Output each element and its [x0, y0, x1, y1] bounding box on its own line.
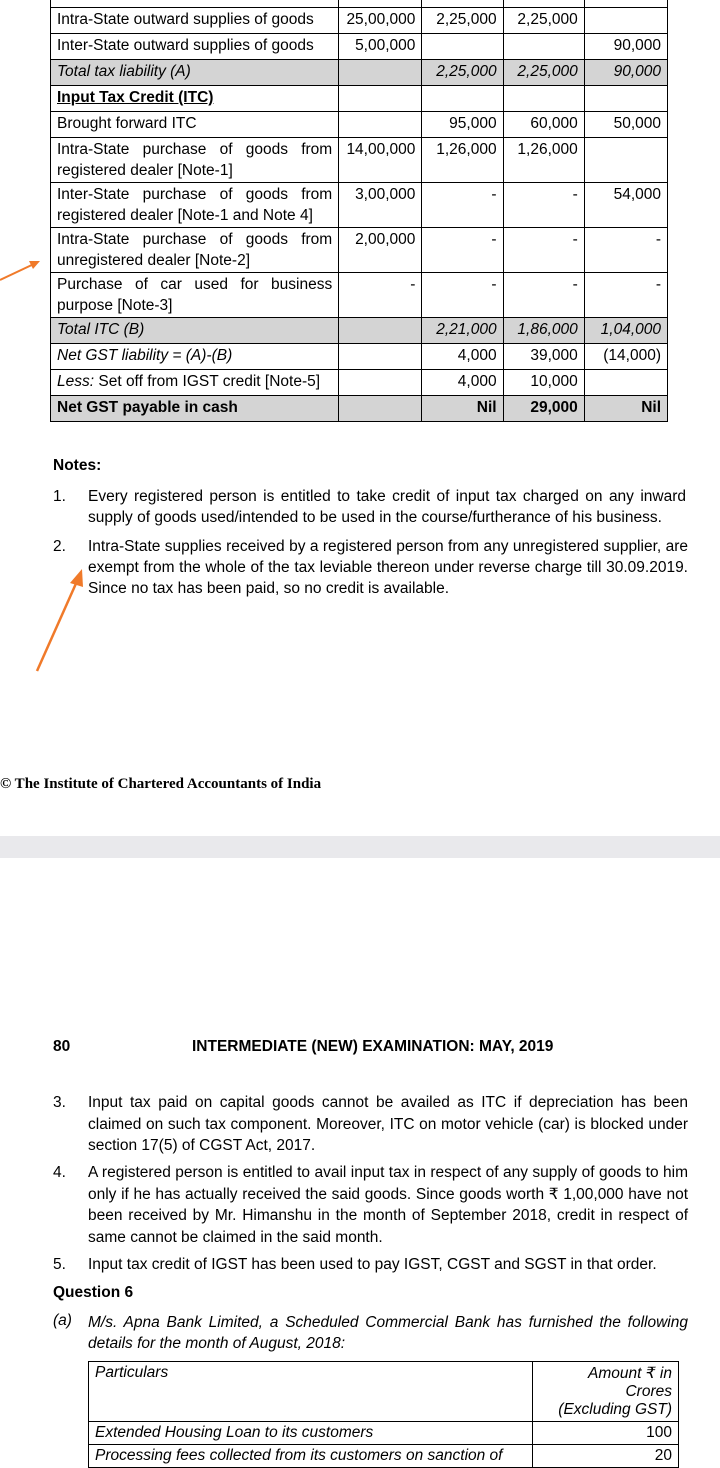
- row-label: Total tax liability (A): [51, 60, 339, 86]
- cell-igst: (14,000): [584, 344, 667, 370]
- row-amount: 20: [533, 1445, 679, 1468]
- row-amount: 100: [533, 1422, 679, 1445]
- note-text: Input tax paid on capital goods cannot be availed as ITC if depreciation has been claimed on such tax component. Moreover, ITC on motor vehicle (car) is blocked under section 17(5) of CGST Act, 2017.: [88, 1094, 688, 1154]
- cell-igst: 1,04,000: [584, 318, 667, 344]
- page-header-title: INTERMEDIATE (NEW) EXAMINATION: MAY, 2019: [192, 1038, 554, 1055]
- table-row-cut: [51, 0, 668, 8]
- cell-igst: 50,000: [584, 112, 667, 138]
- table-row-net-payable: [51, 396, 668, 422]
- document-page-2: [0, 858, 720, 1464]
- note-text: A registered person is entitled to avail input tax in respect of any supply of goods to him only if he has actually received the said goods. Since goods worth ₹ 1,00,000 have not been received by Mr. Himanshu in the month of September 2018, credit in respect of same cannot be claimed in the said month.: [88, 1164, 688, 1246]
- note-number: 1.: [53, 488, 66, 505]
- table-row: [89, 1445, 679, 1468]
- table-row: [51, 8, 668, 34]
- note-text: Every registered person is entitled to take credit of input tax charged on any inward supply of goods used/intended to be used in the course/furtherance of his business.: [88, 488, 686, 526]
- table-row-total-tax: [51, 60, 668, 86]
- header-amount: [533, 1362, 679, 1422]
- less-prefix: Less:: [57, 373, 95, 390]
- cell-value: -: [339, 273, 422, 318]
- cell-igst: -: [584, 273, 667, 318]
- question-text: M/s. Apna Bank Limited, a Scheduled Commercial Bank has furnished the following details for the month of August, 2018:: [88, 1314, 688, 1352]
- cell-sgst: 39,000: [503, 344, 584, 370]
- table-row-total-itc: [51, 318, 668, 344]
- cell-cgst: -: [422, 183, 503, 228]
- cell-sgst: 1,86,000: [503, 318, 584, 344]
- table-row: [51, 228, 668, 273]
- row-label: Inter-State outward supplies of goods: [51, 34, 339, 60]
- cell-cgst: Nil: [422, 396, 503, 422]
- row-label: Inter-State purchase of goods from registered dealer [Note-1 and Note 4]: [51, 183, 339, 228]
- page-number: 80: [53, 1038, 71, 1055]
- cell-igst: 90,000: [584, 34, 667, 60]
- cell-cgst: -: [422, 228, 503, 273]
- cell-cgst: 1,26,000: [422, 138, 503, 183]
- row-label: Intra-State purchase of goods from registered dealer [Note-1]: [51, 138, 339, 183]
- cell-igst: Nil: [584, 396, 667, 422]
- cell-igst: [584, 8, 667, 34]
- cell-value: [339, 370, 422, 396]
- cell-sgst: 60,000: [503, 112, 584, 138]
- table-row: [51, 34, 668, 60]
- row-label: Input Tax Credit (ITC): [51, 86, 339, 112]
- cell-sgst: -: [503, 273, 584, 318]
- cell-value: [339, 344, 422, 370]
- cell-value: 3,00,000: [339, 183, 422, 228]
- cell-igst: 54,000: [584, 183, 667, 228]
- notes-heading: Notes:: [53, 457, 102, 474]
- annotation-arrow-icon: [30, 565, 90, 675]
- cell-value: [339, 112, 422, 138]
- row-label: Extended Housing Loan to its customers: [89, 1422, 533, 1445]
- row-label: [51, 370, 339, 396]
- cell-value: 14,00,000: [339, 138, 422, 183]
- cell-cgst: -: [422, 273, 503, 318]
- row-label: Net GST liability = (A)-(B): [51, 344, 339, 370]
- note-number: 5.: [53, 1256, 66, 1273]
- gst-computation-table: [50, 0, 668, 422]
- cell-cgst: 4,000: [422, 370, 503, 396]
- table-row: [51, 183, 668, 228]
- note-item: [53, 1254, 688, 1276]
- cell-cgst: [422, 34, 503, 60]
- table-row: [89, 1422, 679, 1445]
- note-number: 2.: [53, 538, 66, 555]
- cell-value: [339, 318, 422, 344]
- cell-igst: [584, 138, 667, 183]
- cell-igst: [584, 370, 667, 396]
- cell-sgst: [503, 34, 584, 60]
- header-amount-line: (Excluding GST): [558, 1401, 672, 1418]
- bank-details-table: [88, 1361, 679, 1468]
- note-text: Input tax credit of IGST has been used to pay IGST, CGST and SGST in that order.: [88, 1256, 657, 1273]
- cell-sgst: 29,000: [503, 396, 584, 422]
- cell-cgst: 2,21,000: [422, 318, 503, 344]
- table-row: [51, 138, 668, 183]
- row-label: Total ITC (B): [51, 318, 339, 344]
- question-part-label: (a): [53, 1312, 72, 1329]
- copyright-footer: © The Institute of Chartered Accountants of India: [0, 776, 322, 792]
- table-row: [51, 112, 668, 138]
- cell-value: 2,00,000: [339, 228, 422, 273]
- row-label: Intra-State purchase of goods from unregistered dealer [Note-2]: [51, 228, 339, 273]
- cell-sgst: 2,25,000: [503, 8, 584, 34]
- table-header-row: [89, 1362, 679, 1422]
- header-particulars: Particulars: [89, 1362, 533, 1422]
- note-item: [53, 536, 688, 599]
- row-label: Net GST payable in cash: [51, 396, 339, 422]
- cell-sgst: 2,25,000: [503, 60, 584, 86]
- question-heading: Question 6: [53, 1284, 134, 1301]
- row-label: Intra-State outward supplies of goods: [51, 8, 339, 34]
- cell-value: [339, 396, 422, 422]
- cell-sgst: 1,26,000: [503, 138, 584, 183]
- table-row: [51, 273, 668, 318]
- cell-value: [339, 60, 422, 86]
- note-item: [53, 1092, 688, 1157]
- table-row-itc-heading: [51, 86, 668, 112]
- note-item: [53, 1162, 688, 1248]
- row-label: Processing fees collected from its customers on sanction of: [89, 1445, 533, 1468]
- cell-value: 5,00,000: [339, 34, 422, 60]
- cell-sgst: 10,000: [503, 370, 584, 396]
- table-row-setoff: [51, 370, 668, 396]
- row-label-text: Set off from IGST credit [Note-5]: [94, 373, 321, 390]
- row-label: Purchase of car used for business purpose [Note-3]: [51, 273, 339, 318]
- note-number: 4.: [53, 1164, 66, 1181]
- cell-cgst: 4,000: [422, 344, 503, 370]
- row-label: Brought forward ITC: [51, 112, 339, 138]
- page-separator: [0, 836, 720, 858]
- cell-cgst: 2,25,000: [422, 8, 503, 34]
- cell-value: 25,00,000: [339, 8, 422, 34]
- header-amount-line: Amount ₹ in Crores: [588, 1365, 672, 1400]
- cell-sgst: -: [503, 228, 584, 273]
- cell-cgst: 95,000: [422, 112, 503, 138]
- annotation-arrow-icon: [0, 250, 50, 290]
- cell-igst: 90,000: [584, 60, 667, 86]
- cell-sgst: -: [503, 183, 584, 228]
- note-text: Intra-State supplies received by a registered person from any unregistered supplier, are exempt from the whole of the tax leviable thereon under reverse charge till 30.09.2019. Since no tax has been paid, so no credit is available.: [88, 538, 688, 597]
- table-row-net-liability: [51, 344, 668, 370]
- note-item: [53, 486, 686, 528]
- cell-igst: -: [584, 228, 667, 273]
- cell-cgst: 2,25,000: [422, 60, 503, 86]
- note-number: 3.: [53, 1094, 66, 1111]
